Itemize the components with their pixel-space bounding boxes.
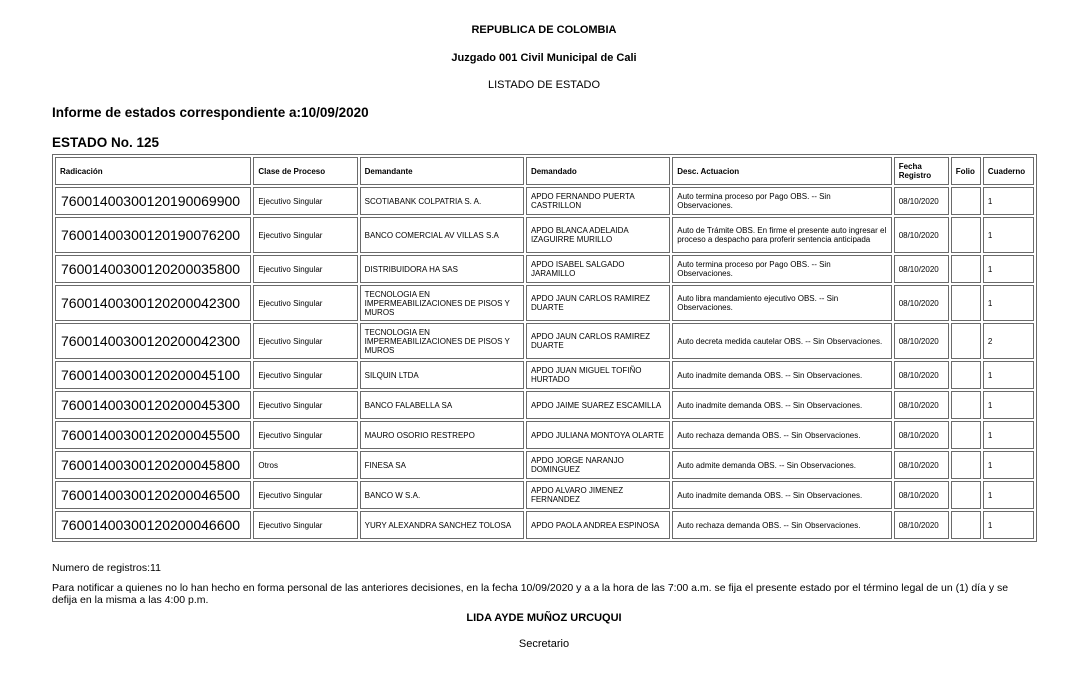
cell-clase: Otros bbox=[253, 451, 357, 479]
signatory-title: Secretario bbox=[518, 638, 570, 650]
cell-demandante: BANCO COMERCIAL AV VILLAS S.A bbox=[360, 217, 524, 253]
cell-desc: Auto decreta medida cautelar OBS. -- Sin Observaciones. bbox=[672, 323, 891, 359]
cell-radicacion: 76001400300120200046500 bbox=[55, 481, 251, 509]
cell-fecha: 08/10/2020 bbox=[894, 217, 949, 253]
cell-folio bbox=[951, 217, 981, 253]
cell-desc: Auto inadmite demanda OBS. -- Sin Observaciones. bbox=[672, 481, 891, 509]
notification-text: Para notificar a quienes no lo han hecho en forma personal de las anteriores decisiones, en la fecha 10/09/2020 y a a la hora de las 7:00 a.m. se fija el presente estado por el término legal de un (1) día y se defija en la misma a las 4:00 p.m. bbox=[52, 582, 1009, 606]
record-count: Numero de registros:11 bbox=[52, 562, 161, 574]
table-header-row bbox=[55, 157, 1034, 185]
table-row bbox=[55, 217, 1034, 253]
cell-desc: Auto rechaza demanda OBS. -- Sin Observaciones. bbox=[672, 511, 891, 539]
cell-demandado: APDO JAIME SUAREZ ESCAMILLA bbox=[526, 391, 670, 419]
cell-radicacion: 76001400300120190069900 bbox=[55, 187, 251, 215]
column-header-clase: Clase de Proceso bbox=[253, 157, 357, 185]
cell-cuaderno: 1 bbox=[983, 451, 1034, 479]
cell-desc: Auto de Trámite OBS. En firme el presente auto ingresar el proceso a despacho para proferir sentencia anticipada bbox=[672, 217, 891, 253]
table-row bbox=[55, 511, 1034, 539]
cell-demandado: APDO JUAN MIGUEL TOFIÑO HURTADO bbox=[526, 361, 670, 389]
cell-desc: Auto admite demanda OBS. -- Sin Observaciones. bbox=[672, 451, 891, 479]
cell-fecha: 08/10/2020 bbox=[894, 421, 949, 449]
cell-desc: Auto termina proceso por Pago OBS. -- Sin Observaciones. bbox=[672, 187, 891, 215]
cell-cuaderno: 1 bbox=[983, 481, 1034, 509]
cell-clase: Ejecutivo Singular bbox=[253, 285, 357, 321]
cell-demandante: SCOTIABANK COLPATRIA S. A. bbox=[360, 187, 524, 215]
table-row bbox=[55, 187, 1034, 215]
cell-demandante: MAURO OSORIO RESTREPO bbox=[360, 421, 524, 449]
header-country: REPUBLICA DE COLOMBIA bbox=[471, 24, 617, 36]
cell-radicacion: 76001400300120190076200 bbox=[55, 217, 251, 253]
report-title: Informe de estados correspondiente a:10/09/2020 bbox=[52, 105, 369, 120]
cell-folio bbox=[951, 451, 981, 479]
cell-demandado: APDO ALVARO JIMENEZ FERNANDEZ bbox=[526, 481, 670, 509]
cell-demandado: APDO PAOLA ANDREA ESPINOSA bbox=[526, 511, 670, 539]
column-header-demandante: Demandante bbox=[360, 157, 524, 185]
cell-cuaderno: 2 bbox=[983, 323, 1034, 359]
cell-folio bbox=[951, 285, 981, 321]
cell-clase: Ejecutivo Singular bbox=[253, 323, 357, 359]
cell-demandado: APDO FERNANDO PUERTA CASTRILLON bbox=[526, 187, 670, 215]
cell-cuaderno: 1 bbox=[983, 217, 1034, 253]
table-row bbox=[55, 421, 1034, 449]
cell-clase: Ejecutivo Singular bbox=[253, 217, 357, 253]
estado-number: ESTADO No. 125 bbox=[52, 135, 160, 150]
cell-demandado: APDO JAUN CARLOS RAMIREZ DUARTE bbox=[526, 323, 670, 359]
cell-folio bbox=[951, 421, 981, 449]
cell-cuaderno: 1 bbox=[983, 255, 1034, 283]
cell-clase: Ejecutivo Singular bbox=[253, 421, 357, 449]
cell-demandante: FINESA SA bbox=[360, 451, 524, 479]
cell-demandante: DISTRIBUIDORA HA SAS bbox=[360, 255, 524, 283]
cell-radicacion: 76001400300120200045500 bbox=[55, 421, 251, 449]
table-row bbox=[55, 285, 1034, 321]
table-row bbox=[55, 451, 1034, 479]
cell-fecha: 08/10/2020 bbox=[894, 361, 949, 389]
header-court: Juzgado 001 Civil Municipal de Cali bbox=[451, 52, 637, 64]
cell-demandante: SILQUIN LTDA bbox=[360, 361, 524, 389]
cell-desc: Auto termina proceso por Pago OBS. -- Sin Observaciones. bbox=[672, 255, 891, 283]
cell-cuaderno: 1 bbox=[983, 421, 1034, 449]
cell-clase: Ejecutivo Singular bbox=[253, 391, 357, 419]
cell-fecha: 08/10/2020 bbox=[894, 391, 949, 419]
cell-clase: Ejecutivo Singular bbox=[253, 255, 357, 283]
table-row bbox=[55, 361, 1034, 389]
estado-table bbox=[52, 154, 1037, 542]
cell-clase: Ejecutivo Singular bbox=[253, 481, 357, 509]
cell-demandado: APDO JAUN CARLOS RAMIREZ DUARTE bbox=[526, 285, 670, 321]
cell-folio bbox=[951, 511, 981, 539]
cell-fecha: 08/10/2020 bbox=[894, 481, 949, 509]
cell-cuaderno: 1 bbox=[983, 361, 1034, 389]
cell-demandado: APDO BLANCA ADELAIDA IZAGUIRRE MURILLO bbox=[526, 217, 670, 253]
cell-clase: Ejecutivo Singular bbox=[253, 361, 357, 389]
cell-fecha: 08/10/2020 bbox=[894, 285, 949, 321]
cell-demandante: TECNOLOGIA EN IMPERMEABILIZACIONES DE PISOS Y MUROS bbox=[360, 323, 524, 359]
cell-radicacion: 76001400300120200042300 bbox=[55, 323, 251, 359]
cell-radicacion: 76001400300120200042300 bbox=[55, 285, 251, 321]
cell-radicacion: 76001400300120200035800 bbox=[55, 255, 251, 283]
cell-radicacion: 76001400300120200046600 bbox=[55, 511, 251, 539]
cell-demandado: APDO ISABEL SALGADO JARAMILLO bbox=[526, 255, 670, 283]
cell-folio bbox=[951, 255, 981, 283]
column-header-radicacion: Radicación bbox=[55, 157, 251, 185]
cell-radicacion: 76001400300120200045300 bbox=[55, 391, 251, 419]
cell-folio bbox=[951, 187, 981, 215]
cell-cuaderno: 1 bbox=[983, 391, 1034, 419]
table-row bbox=[55, 481, 1034, 509]
signatory-name: LIDA AYDE MUÑOZ URCUQUI bbox=[466, 612, 622, 624]
column-header-cuaderno: Cuaderno bbox=[983, 157, 1034, 185]
cell-cuaderno: 1 bbox=[983, 285, 1034, 321]
cell-clase: Ejecutivo Singular bbox=[253, 511, 357, 539]
cell-desc: Auto rechaza demanda OBS. -- Sin Observaciones. bbox=[672, 421, 891, 449]
cell-radicacion: 76001400300120200045100 bbox=[55, 361, 251, 389]
header-listing-title: LISTADO DE ESTADO bbox=[487, 79, 601, 91]
cell-radicacion: 76001400300120200045800 bbox=[55, 451, 251, 479]
cell-cuaderno: 1 bbox=[983, 187, 1034, 215]
cell-folio bbox=[951, 481, 981, 509]
column-header-fecha: Fecha Registro bbox=[894, 157, 949, 185]
table-row bbox=[55, 255, 1034, 283]
column-header-folio: Folio bbox=[951, 157, 981, 185]
cell-fecha: 08/10/2020 bbox=[894, 255, 949, 283]
cell-folio bbox=[951, 391, 981, 419]
cell-fecha: 08/10/2020 bbox=[894, 323, 949, 359]
cell-demandado: APDO JORGE NARANJO DOMINGUEZ bbox=[526, 451, 670, 479]
cell-desc: Auto inadmite demanda OBS. -- Sin Observaciones. bbox=[672, 361, 891, 389]
cell-desc: Auto inadmite demanda OBS. -- Sin Observaciones. bbox=[672, 391, 891, 419]
table-row bbox=[55, 391, 1034, 419]
cell-fecha: 08/10/2020 bbox=[894, 187, 949, 215]
cell-demandado: APDO JULIANA MONTOYA OLARTE bbox=[526, 421, 670, 449]
cell-folio bbox=[951, 323, 981, 359]
cell-fecha: 08/10/2020 bbox=[894, 511, 949, 539]
cell-demandante: BANCO W S.A. bbox=[360, 481, 524, 509]
cell-folio bbox=[951, 361, 981, 389]
cell-demandante: BANCO FALABELLA SA bbox=[360, 391, 524, 419]
column-header-desc: Desc. Actuacion bbox=[672, 157, 891, 185]
cell-desc: Auto libra mandamiento ejecutivo OBS. -- Sin Observaciones. bbox=[672, 285, 891, 321]
column-header-demandado: Demandado bbox=[526, 157, 670, 185]
cell-demandante: YURY ALEXANDRA SANCHEZ TOLOSA bbox=[360, 511, 524, 539]
cell-cuaderno: 1 bbox=[983, 511, 1034, 539]
cell-clase: Ejecutivo Singular bbox=[253, 187, 357, 215]
cell-demandante: TECNOLOGIA EN IMPERMEABILIZACIONES DE PISOS Y MUROS bbox=[360, 285, 524, 321]
cell-fecha: 08/10/2020 bbox=[894, 451, 949, 479]
table-row bbox=[55, 323, 1034, 359]
